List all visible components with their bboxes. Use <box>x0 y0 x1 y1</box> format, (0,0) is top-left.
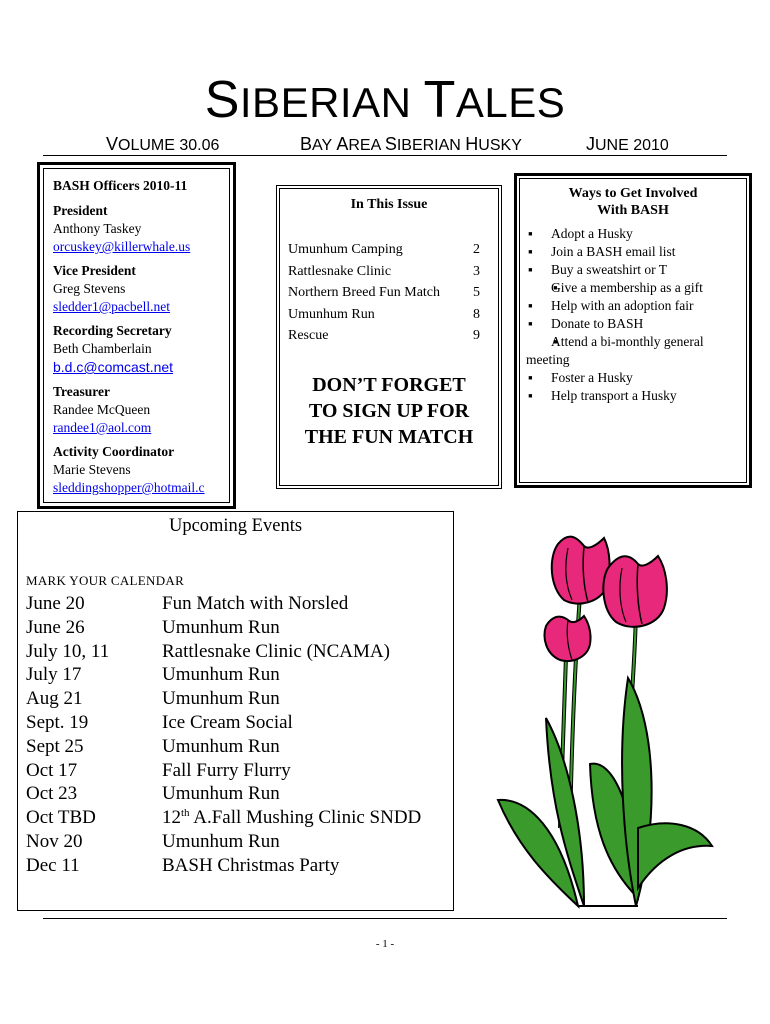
event-row <box>26 782 446 806</box>
event-date: June 26 <box>26 616 85 638</box>
event-date: June 20 <box>26 593 85 614</box>
event-date: Sept. 19 <box>26 711 89 733</box>
event-name: BASH Christmas Party <box>162 854 340 876</box>
officer-email-link[interactable]: randee1@aol.com <box>53 420 152 435</box>
page-number: - 1 - <box>375 938 395 950</box>
events-list <box>26 592 446 878</box>
footer-rule <box>43 918 727 919</box>
event-name: Umunhum Run <box>162 616 280 638</box>
officer-name: Anthony Taskey <box>53 221 142 236</box>
officer-role-activity-coordinator: Activity Coordinator <box>53 444 175 459</box>
list-item: ▪ Donate to BASH <box>526 315 740 333</box>
ways-header <box>526 185 740 219</box>
fun-match-reminder <box>280 372 498 450</box>
officer-role-treasurer: Treasurer <box>53 384 110 399</box>
reminder-line: THE FUN MATCH <box>304 426 474 448</box>
event-date: Sept 25 <box>26 735 84 757</box>
reminder-line: DON’T FORGET <box>312 374 466 396</box>
event-ordinal-suffix: th <box>181 807 190 820</box>
toc-page: 3 <box>473 263 480 279</box>
event-name-rest: A.Fall Mushing Clinic SNDD <box>189 807 422 829</box>
in-this-issue-header: In This Issue <box>350 197 428 212</box>
list-item: ▪ Foster a Husky <box>526 369 740 387</box>
event-row <box>26 592 446 616</box>
event-row <box>26 759 446 783</box>
officer-name: Marie Stevens <box>53 462 131 477</box>
event-date: Nov 20 <box>26 830 83 852</box>
event-date: Oct 17 <box>26 759 78 781</box>
event-name: Umunhum Run <box>162 830 280 852</box>
event-row <box>26 616 446 640</box>
event-row <box>26 640 446 664</box>
event-row <box>26 663 446 687</box>
list-item: ▪ Give a membership as a gift <box>526 279 740 297</box>
toc-row <box>288 261 480 283</box>
list-item: ▪ Help transport a Husky <box>526 387 740 405</box>
issue-date: JUNE 2010 <box>586 134 669 154</box>
officer-name: Beth Chamberlain <box>53 341 152 356</box>
event-name: Umunhum Run <box>162 783 280 805</box>
event-row <box>26 806 446 830</box>
event-date: July 17 <box>26 664 82 686</box>
officers-box <box>37 162 236 509</box>
event-name: Umunhum Run <box>162 735 280 757</box>
newsletter-title: SIBERIAN TALES <box>204 71 566 129</box>
ways-list <box>526 225 740 405</box>
officer-name: Randee McQueen <box>53 402 151 417</box>
toc-row <box>288 239 480 261</box>
event-name <box>162 806 421 830</box>
reminder-line: TO SIGN UP FOR <box>308 400 470 422</box>
officers-header: BASH Officers 2010-11 <box>53 178 188 193</box>
event-row <box>26 854 446 878</box>
in-this-issue-box <box>276 185 502 489</box>
event-date: Oct 23 <box>26 783 78 805</box>
list-item: ▪ Help with an adoption fair <box>526 297 740 315</box>
officer-role-vice-president: Vice President <box>53 263 136 278</box>
event-name: Umunhum Run <box>162 664 280 686</box>
club-name: BAY AREA SIBERIAN HUSKY <box>300 134 522 154</box>
ways-to-get-involved-box <box>514 173 752 488</box>
event-ordinal-number: 12 <box>162 807 181 829</box>
event-name: Fun Match with Norsled <box>162 593 349 614</box>
event-row <box>26 735 446 759</box>
officer-email-link[interactable]: b.d.c@comcast.net <box>53 359 174 375</box>
event-name: Rattlesnake Clinic (NCAMA) <box>162 640 390 662</box>
toc-page: 9 <box>473 328 480 343</box>
list-item: ▪ Attend a bi-monthly general meeting <box>526 333 740 369</box>
toc-title: Rattlesnake Clinic <box>288 263 392 279</box>
officer-email-link[interactable]: orcuskey@killerwhale.us <box>53 239 191 254</box>
event-date: July 10, 11 <box>26 640 110 662</box>
event-name: Umunhum Run <box>162 688 280 710</box>
officer-email-link[interactable]: sledder1@pacbell.net <box>53 299 171 314</box>
event-row <box>26 687 446 711</box>
ways-header-line: Ways to Get Involved <box>568 186 698 201</box>
officer-name: Greg Stevens <box>53 281 126 296</box>
event-row <box>26 711 446 735</box>
ways-header-line: With BASH <box>597 203 669 218</box>
table-of-contents <box>288 239 480 347</box>
toc-title: Umunhum Run <box>288 306 375 322</box>
mark-calendar-label: MARK YOUR CALENDAR <box>26 573 185 588</box>
events-title: Upcoming Events <box>168 516 303 536</box>
tulips-icon <box>488 528 718 916</box>
event-date: Dec 11 <box>26 854 80 876</box>
event-date: Aug 21 <box>26 688 83 710</box>
volume-label: VOLUME 30.06 <box>106 134 220 154</box>
masthead-rule <box>43 155 727 156</box>
toc-title: Northern Breed Fun Match <box>288 285 441 300</box>
list-item: ▪ Join a BASH email list <box>526 243 740 261</box>
toc-title: Umunhum Camping <box>288 242 403 257</box>
officer-role-recording-secretary: Recording Secretary <box>53 323 172 338</box>
toc-title: Rescue <box>288 328 329 343</box>
toc-row <box>288 282 480 304</box>
event-name: Ice Cream Social <box>162 711 293 733</box>
upcoming-events-box <box>17 511 454 911</box>
officer-email-link[interactable]: sleddingshopper@hotmail.c <box>53 480 205 495</box>
event-date: Oct TBD <box>26 807 96 829</box>
list-item: ▪ Adopt a Husky <box>526 225 740 243</box>
toc-row <box>288 325 480 347</box>
toc-page: 2 <box>473 242 480 257</box>
officer-role-president: President <box>53 203 108 218</box>
event-row <box>26 830 446 854</box>
event-name: Fall Furry Flurry <box>162 759 291 781</box>
toc-page: 8 <box>473 306 480 322</box>
list-item: ▪ Buy a sweatshirt or T <box>526 261 740 279</box>
toc-row <box>288 304 480 326</box>
toc-page: 5 <box>473 285 480 300</box>
